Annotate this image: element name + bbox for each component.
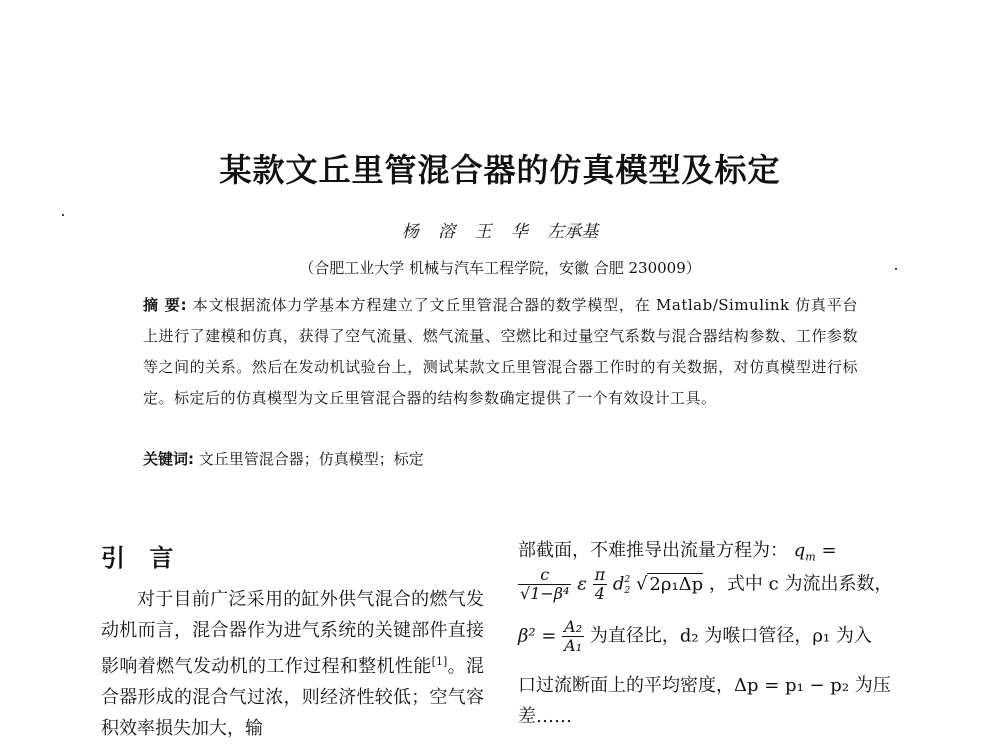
sqrt-expression: 2ρ₁Δp	[649, 573, 704, 595]
area-ratio-fraction	[562, 618, 584, 655]
affiliation: （合肥工业大学 机械与汽车工程学院，安徽 合肥 230009）	[299, 259, 701, 277]
right-line-3-text: 为直径比，d₂ 为喉口管径，ρ₁ 为入	[589, 625, 872, 647]
q-subscript: m	[805, 550, 816, 564]
abstract-label: 摘 要:	[143, 296, 188, 314]
beta-definition	[518, 618, 903, 670]
right-line-2-text: ，式中 c 为流出系数，	[708, 573, 893, 595]
epsilon-symbol: ε	[577, 573, 587, 595]
paper-title: 某款文丘里管混合器的仿真模型及标定	[219, 151, 781, 189]
right-line-4: 口过流断面上的平均密度，Δp = p₁ − p₂ 为压	[518, 675, 891, 696]
pi-numerator: π	[594, 565, 606, 584]
intro-left-column	[101, 584, 484, 744]
flow-equation-intro: 部截面，不难推导出流量方程为：	[518, 540, 788, 561]
keywords	[143, 448, 858, 469]
intro-paragraph-cont: 。混合器形成的混合气过浓，则经济性较低；空气容积效率损失加大，输	[101, 656, 485, 739]
area-numerator: A₂	[564, 617, 583, 636]
flow-equation	[518, 566, 903, 618]
citation-ref: [1]	[431, 655, 448, 668]
abstract-text: 本文根据流体力学基本方程建立了文丘里管混合器的数学模型，在 Matlab/Simulink 仿真平台上进行了建模和仿真，获得了空气流量、燃气流量、空燃比和过量空气系数与混合器结构参数、工作参数等之间的关系。然后在发动机试验台上，测试某款文丘里管混合器工作时的有关数据，对仿真模型进行标定。标定后的仿真模型为文丘里管混合器的结构参数确定提供了一个有效设计工具。	[143, 296, 858, 407]
author-list: 杨 溶 王 华 左承基	[401, 222, 599, 242]
d-subscript: 2	[624, 584, 631, 596]
coefficient-fraction	[518, 566, 571, 603]
fraction-numerator: c	[518, 566, 571, 585]
d-symbol: d	[612, 573, 625, 595]
pi-fraction	[593, 566, 608, 603]
sqrt-radical: √	[635, 573, 648, 595]
intro-paragraph: 对于目前广泛采用的缸外供气混合的燃气发动机而言，混合器作为进气系统的关键部件直接影响着燃气发动机的工作过程和整机性能	[101, 589, 484, 677]
right-line-1	[518, 535, 903, 566]
right-line-5: 差……	[518, 706, 572, 727]
fraction-denominator: √1−β⁴	[520, 584, 570, 603]
q-symbol: q	[793, 540, 806, 561]
scan-speck	[895, 268, 897, 270]
beta-lhs: β² =	[518, 625, 557, 647]
pi-denominator: 4	[594, 584, 605, 603]
intro-right-column	[518, 535, 903, 732]
area-denominator: A₁	[564, 636, 583, 655]
abstract	[143, 290, 858, 414]
d-superscript: 2	[624, 573, 631, 585]
keywords-label: 关键词:	[143, 450, 194, 468]
section-heading-introduction: 引 言	[101, 544, 182, 572]
keywords-text: 文丘里管混合器；仿真模型；标定	[198, 450, 424, 468]
scan-speck	[62, 214, 64, 216]
equals-sign: =	[821, 540, 837, 561]
